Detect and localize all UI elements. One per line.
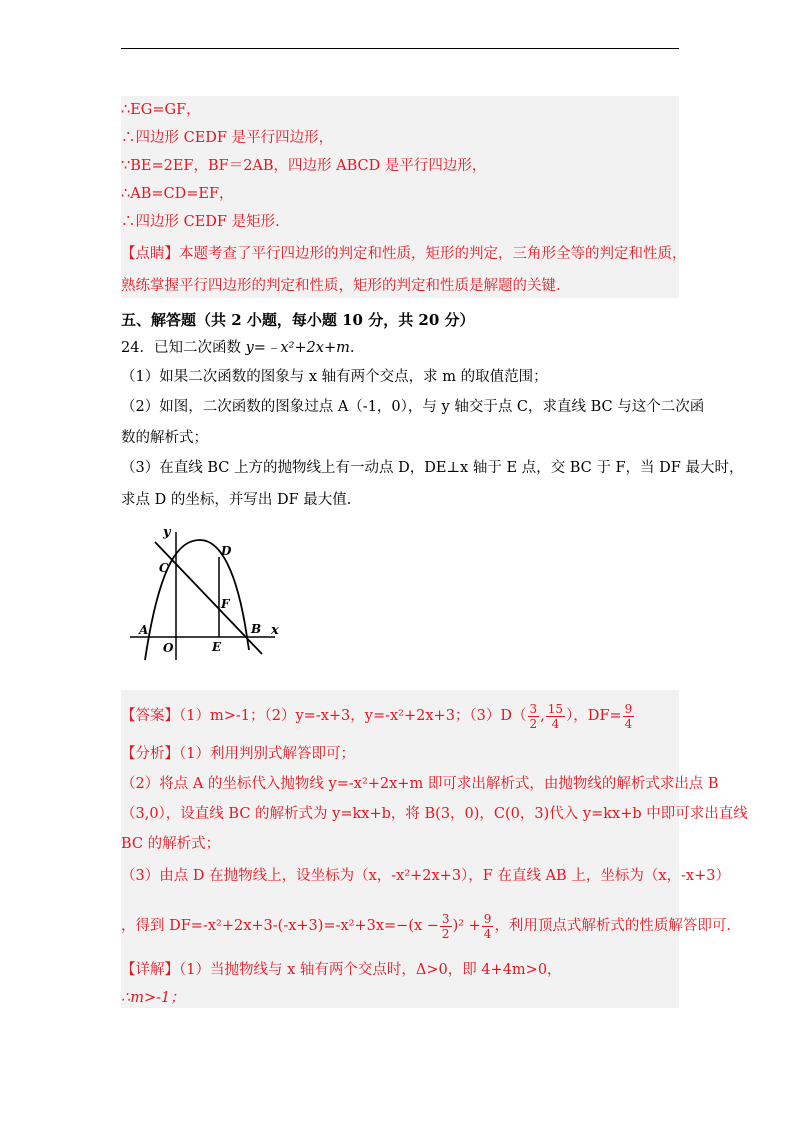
label-a: A xyxy=(139,623,149,637)
stem-function: y=﹣x²+2x+m xyxy=(245,340,350,356)
detail-line: ∴m>-1； xyxy=(121,990,185,1006)
answer-line xyxy=(121,698,635,734)
fraction-num: 9 xyxy=(483,911,492,926)
fraction-den: 2 xyxy=(441,926,450,941)
section-title: 五、解答题（共 2 小题，每小题 10 分，共 20 分） xyxy=(121,311,475,329)
question-part3: （3）在直线 BC 上方的抛物线上有一动点 D，DE⊥x 轴于 E 点，交 BC 于 F，当 DF 最大时， xyxy=(121,460,744,476)
question-part1: （1）如果二次函数的图象与 x 轴有两个交点，求 m 的取值范围； xyxy=(121,369,548,385)
analysis-line: （2）将点 A 的坐标代入抛物线 y=-x²+2x+m 即可求出解析式，由抛物线的解析式求出点 B xyxy=(121,776,719,792)
fraction xyxy=(482,912,494,941)
fraction xyxy=(623,702,635,731)
parabola-curve xyxy=(145,540,249,660)
proof-line: ∵BE=2EF，BF＝2AB，四边形 ABCD 是平行四边形， xyxy=(121,158,487,174)
analysis-line xyxy=(121,744,355,764)
solution-box-top xyxy=(121,96,687,298)
solution-box-bottom xyxy=(121,690,748,1008)
answer-text-2: ），DF= xyxy=(566,708,622,724)
fraction-den: 4 xyxy=(624,716,633,731)
label-c: C xyxy=(159,561,169,575)
comment-tag: 【点睛】 xyxy=(121,246,179,262)
label-y: y xyxy=(163,525,171,540)
analysis-tag: 【分析】 xyxy=(121,746,179,762)
fraction-den: 4 xyxy=(483,926,492,941)
answer-comma: , xyxy=(540,708,545,724)
detail-tag: 【详解】 xyxy=(121,962,179,978)
label-b: B xyxy=(251,622,262,636)
proof-line: ∴四边形 CEDF 是矩形. xyxy=(121,214,280,230)
parabola-figure xyxy=(125,520,285,670)
question-part2: （2）如图，二次函数的图象过点 A（-1，0），与 y 轴交于点 C，求直线 BC 与这个二次函 xyxy=(121,399,705,415)
answer-tag: 【答案】 xyxy=(121,708,179,724)
question-part2-cont: 数的解析式； xyxy=(121,430,208,446)
formula-text: −(x − xyxy=(396,918,439,934)
question-part3-cont: 求点 D 的坐标，并写出 DF 最大值. xyxy=(121,492,352,508)
proof-line: ∴EG=GF， xyxy=(121,102,201,118)
label-d: D xyxy=(221,544,232,558)
stem-prefix: 24．已知二次函数 xyxy=(121,340,246,356)
label-x: x xyxy=(271,623,279,638)
analysis-line: （3,0），设直线 BC 的解析式为 y=kx+b，将 B(3，0)，C(0，3)代入 y=kx+b 中即可求出直线 xyxy=(121,806,748,822)
fraction-num: 9 xyxy=(624,701,633,716)
header-rule xyxy=(121,48,679,49)
fraction xyxy=(546,702,565,731)
proof-line: ∴四边形 CEDF 是平行四边形， xyxy=(121,130,334,146)
fraction xyxy=(528,702,540,731)
comment-text: 本题考查了平行四边形的判定和性质，矩形的判定，三角形全等的判定和性质， xyxy=(179,246,687,262)
formula-text: ，得到 DF=-x²+2x+3-(-x+3)=-x²+3x= xyxy=(121,918,397,934)
proof-line: ∴AB=CD=EF， xyxy=(121,186,234,202)
label-e: E xyxy=(212,640,222,654)
stem-suffix: . xyxy=(349,340,355,356)
formula-text: ，利用顶点式解析式的性质解答即可. xyxy=(494,918,732,934)
answer-text: （1）m>-1；（2）y=-x+3，y=-x²+2x+3；（3）D（ xyxy=(179,708,527,724)
analysis-formula-line xyxy=(121,908,731,944)
comment-line-2: 熟练掌握平行四边形的判定和性质，矩形的判定和性质是解题的关键. xyxy=(121,278,561,294)
fraction-num: 3 xyxy=(529,701,538,716)
label-f: F xyxy=(221,597,230,611)
analysis-text: （1）利用判别式解答即可； xyxy=(179,746,355,762)
fraction-num: 15 xyxy=(547,701,564,716)
analysis-line: （3）由点 D 在抛物线上，设坐标为（x，-x²+2x+3），F 在直线 AB 上，坐标为（x，-x+3） xyxy=(121,868,730,884)
fraction-den: 4 xyxy=(551,716,560,731)
formula-text: )² + xyxy=(452,918,481,934)
fraction xyxy=(440,912,452,941)
detail-text: （1）当抛物线与 x 轴有两个交点时，Δ>0，即 4+4m>0， xyxy=(179,962,562,978)
comment-line xyxy=(121,244,687,264)
analysis-line: BC 的解析式； xyxy=(121,836,221,852)
fraction-den: 2 xyxy=(529,716,538,731)
detail-line xyxy=(121,960,562,980)
fraction-num: 3 xyxy=(441,911,450,926)
label-o: O xyxy=(163,641,174,655)
question-stem xyxy=(121,338,354,358)
